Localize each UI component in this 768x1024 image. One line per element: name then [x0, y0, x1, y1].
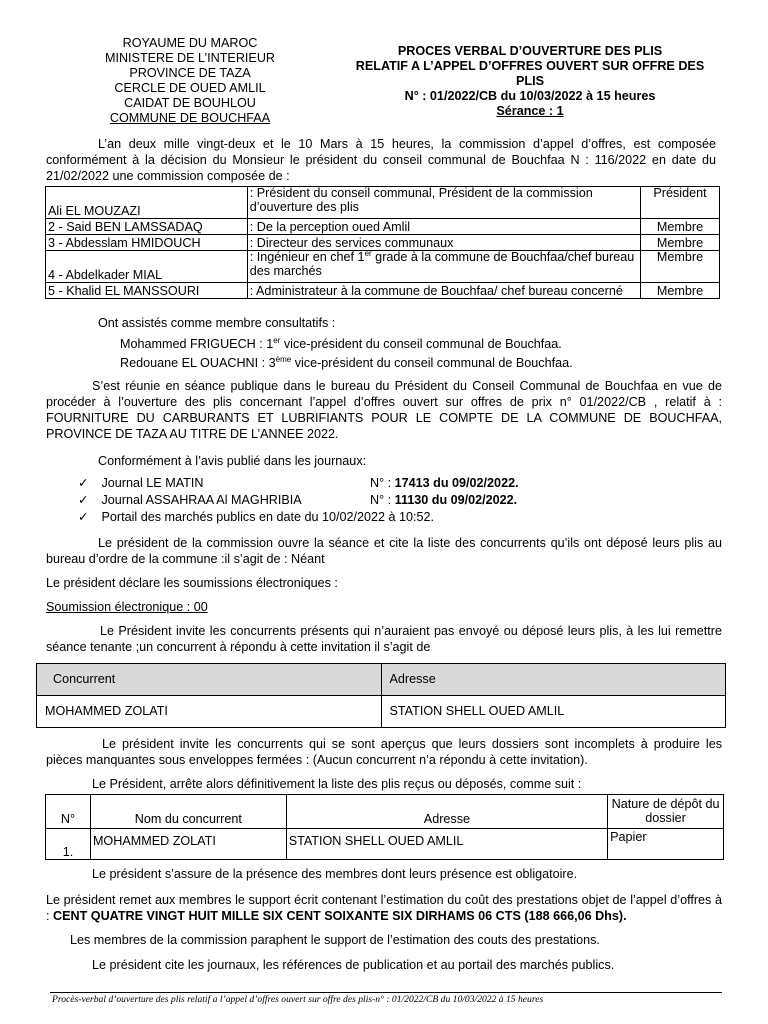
estimate-amount: CENT QUATRE VINGT HUIT MILLE SIX CENT SOIXANTE SIX DIRHAMS 06 CTS (188 666,06 Dhs). — [53, 909, 627, 923]
header-circle: CERCLE DE OUED AMLIL — [114, 81, 266, 95]
president-opens-paragraph: Le président de la commission ouvre la séance et cite la liste des concurrents qu’ils ont déposé leurs plis au bureau d’ordre de la commune :il s’agit de : Néant — [46, 536, 722, 566]
journal-number-value: 11130 du 09/02/2022. — [394, 493, 518, 507]
journal-number — [370, 493, 517, 508]
doc-session: Sérance : 1 — [496, 104, 564, 118]
consult-1-text-b: vice-président du conseil communal de Bouchfaa. — [280, 337, 562, 351]
member-role-b: grade à la commune de Bouchfaa/chef bureau des marchés — [249, 250, 635, 278]
bid-number: 1. — [46, 829, 91, 860]
member-role — [247, 248, 640, 283]
member-name: 2 - Said BEN LAMSSADAQ — [46, 219, 248, 235]
bid-address: STATION SHELL OUED AMLIL — [286, 829, 607, 860]
consult-1-text: Mohammed FRIGUECH : 1 — [120, 337, 274, 351]
member-name: 3 - Abdesslam HMIDOUCH — [46, 235, 248, 251]
presence-text: Le président s’assure de la présence des membres dont leurs présence est obligatoire. — [92, 867, 578, 881]
header-caidat: CAIDAT DE BOUHLOU — [124, 96, 256, 110]
header-name: Nom du concurrent — [90, 795, 286, 829]
consult-intro: Ont assistés comme membre consultatifs : — [98, 316, 336, 330]
header-right — [340, 44, 720, 119]
header-number: N° — [46, 795, 91, 829]
member-name: 5 - Khalid EL MANSSOURI — [46, 283, 248, 299]
table-header-row — [37, 664, 726, 696]
concurrent-table — [36, 663, 726, 728]
bid-deposit: Papier — [608, 829, 724, 860]
invite-paragraph: Le Président invite les concurrents présents qui n’auraient pas envoyé ou déposé leurs plis, à les lui remettre séance tenante ;un concurrent à répondu à cette invitation il s’agit de — [46, 624, 722, 654]
header-address: Adresse — [286, 795, 607, 829]
header-deposit: Nature de dépôt du dossier — [608, 795, 724, 829]
consult-member-2 — [120, 356, 573, 371]
commission-row — [46, 251, 720, 283]
table-header-row — [46, 795, 724, 829]
paraphe-text: Les membres de la commission paraphent le support de l’estimation des couts des prestations. — [70, 933, 600, 947]
header-address: Adresse — [381, 664, 725, 696]
journal-item — [78, 476, 203, 491]
consult-2-text-b: vice-président du conseil communal de Bouchfaa. — [291, 356, 573, 370]
consult-2-text: Redouane EL OUACHNI : 3 — [120, 356, 276, 370]
header-commune: COMMUNE DE BOUCHFAA — [109, 111, 271, 125]
intro-paragraph: L’an deux mille vingt-deux et le 10 Mars à 15 heures, la commission d’appel d’offres, est composée conformément à la décision du Monsieur le président du conseil communal de Bouchfaa N : 116/2022 en date du 21/02/2022 une commission composée de : — [46, 137, 716, 183]
header-concurrent: Concurrent — [37, 664, 382, 696]
doc-title-3: PLIS — [516, 74, 544, 88]
doc-title-1: PROCES VERBAL D’OUVERTURE DES PLIS — [397, 44, 663, 58]
footer-divider — [50, 992, 722, 993]
header-left — [80, 36, 300, 126]
member-status: Membre — [641, 283, 720, 299]
consult-member-1 — [120, 337, 562, 352]
member-role: : Directeur des services communaux — [247, 235, 640, 251]
journal-number-prefix: N° : — [370, 476, 395, 490]
check-icon: ✓ — [78, 493, 89, 507]
table-row — [46, 829, 724, 860]
header-ministry: MINISTERE DE L’INTERIEUR — [104, 51, 276, 65]
journal-number-prefix: N° : — [370, 493, 395, 507]
member-role: : De la perception oued Amlil — [247, 219, 640, 235]
commission-table — [45, 186, 720, 299]
electronic-declare: Le président déclare les soumissions électroniques : — [46, 576, 338, 590]
commission-row — [46, 187, 720, 219]
journals-intro: Conformément à l’avis publié dans les journaux: — [98, 454, 367, 468]
final-list-text: Le Président, arrête alors définitivement la liste des plis reçus ou déposés, comme suit : — [92, 777, 582, 791]
check-icon: ✓ — [78, 510, 89, 524]
member-role: : Président du conseil communal, Président de la commission d’ouverture des plis — [247, 187, 640, 219]
bid-name: MOHAMMED ZOLATI — [90, 829, 286, 860]
journal-number — [370, 476, 519, 491]
header-province: PROVINCE DE TAZA — [129, 66, 251, 80]
doc-title-2: RELATIF A L’APPEL D’OFFRES OUVERT SUR OFFRE DES — [355, 59, 705, 73]
footer-text: Procès-verbal d’ouverture des plis relatif a l’appel d’offres ouvert sur offre des plis-n° : 01/2022/CB du 10/03/2022 à 15 heures — [52, 994, 544, 1005]
member-status: Membre — [641, 219, 720, 235]
member-role: : Administrateur à la commune de Bouchfaa/ chef bureau concerné — [247, 283, 640, 299]
check-icon: ✓ — [78, 476, 89, 490]
concurrent-name: MOHAMMED ZOLATI — [37, 696, 382, 728]
portal-text: Portail des marchés publics en date du 10/02/2022 à 10:52. — [101, 510, 435, 524]
table-row — [37, 696, 726, 728]
estimate-paragraph — [46, 892, 722, 924]
member-status: Membre — [641, 251, 720, 283]
consult-2-sup: ème — [275, 354, 292, 364]
journal-number-value: 17413 du 09/02/2022. — [394, 476, 519, 490]
session-paragraph: S’est réunie en séance publique dans le bureau du Président du Conseil Communal de Bouchfaa en vue de procéder à l’ouverture des plis concernant l’appel d’offres ouvert sur offres de prix n° 01/2022/CB , relatif à : FOURNITURE DU CARBURANTS ET LUBRIFIANTS POUR LE COMPTE DE LA COMMUNE DE BOUCHFAA, PROVINCE DE TAZA AU TITRE DE L’ANNEE 2022. — [46, 379, 722, 441]
incomplete-paragraph: Le président invite les concurrents qui se sont aperçus que leurs dossiers sont incomplets à produire les pièces manquantes sous enveloppes fermées : (Aucun concurrent n’a répondu à cette invitation). — [46, 737, 722, 767]
member-role-sup: er — [364, 248, 372, 258]
journal-item — [78, 493, 302, 508]
commission-row — [46, 219, 720, 235]
bids-table — [45, 794, 724, 860]
commission-row — [46, 283, 720, 299]
concurrent-address: STATION SHELL OUED AMLIL — [381, 696, 725, 728]
journal-label: Journal LE MATIN — [101, 476, 204, 490]
consult-1-sup: er — [273, 335, 281, 345]
member-role-a: : Ingénieur en chef 1 — [249, 250, 365, 264]
member-name: 4 - Abdelkader MIAL — [46, 251, 248, 283]
journals-cite-text: Le président cite les journaux, les références de publication et au portail des marchés publics. — [92, 958, 615, 972]
electronic-count: Soumission électronique : 00 — [46, 600, 208, 614]
journal-label: Journal ASSAHRAA Al MAGHRIBIA — [101, 493, 302, 507]
member-status: Membre — [641, 235, 720, 251]
commission-row — [46, 235, 720, 251]
estimate-text: Le président remet aux membres le support écrit contenant l’estimation du coût des prestations objet de l’appel d’offres à : — [46, 893, 722, 923]
member-status: Président — [641, 187, 720, 219]
doc-number: N° : 01/2022/CB du 10/03/2022 à 15 heures — [404, 89, 656, 103]
member-name: Ali EL MOUZAZI — [46, 187, 248, 219]
portal-item — [78, 510, 434, 525]
header-kingdom: ROYAUME DU MAROC — [122, 36, 258, 50]
